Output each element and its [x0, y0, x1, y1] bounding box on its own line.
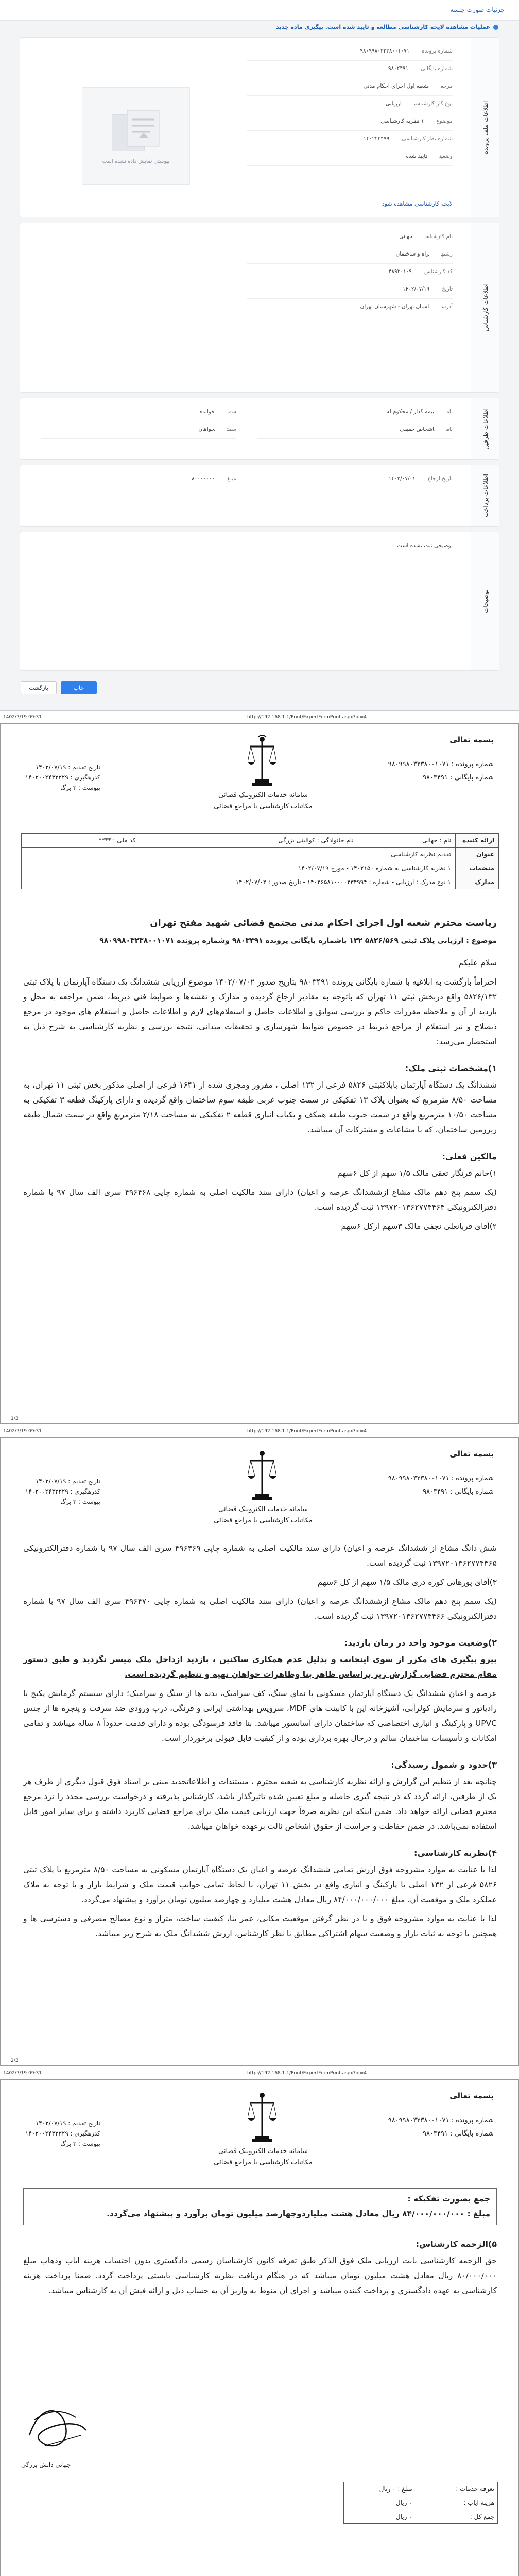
page-number: 1/3 — [11, 1416, 19, 1421]
fee-table — [343, 2482, 498, 2524]
table-row — [22, 861, 499, 875]
tracking-code: ۱۴۰۲۰۰۲۴۳۲۲۲۹ — [25, 774, 68, 781]
case-refs — [388, 1472, 494, 1499]
expert-info-card — [20, 223, 499, 393]
owner-2: ۲)آقای قربانعلی نجفی مالک ۳سهم ازکل ۶سهم — [341, 1222, 497, 1231]
page-header — [1, 2080, 519, 2183]
field-label: تاریخ ارجاع — [427, 476, 453, 482]
field-value: راه و ساختمان — [395, 251, 429, 257]
document-page-3 — [0, 2079, 519, 2576]
field-value: شعبه اول اجرای احکام مدنی — [363, 83, 429, 89]
table-row — [344, 2496, 498, 2510]
description-card — [20, 532, 499, 671]
doc-title: بسمه تعالی — [449, 735, 494, 744]
date-label: تاریخ تقدیم : — [68, 1478, 100, 1485]
top-bar — [0, 0, 519, 21]
print-url: http://192.168.1.1/Print/ExpertFormPrint.aspx?id=4 — [247, 715, 367, 720]
section-owners-title: مالکین فعلی: — [442, 1151, 497, 1161]
print-url: http://192.168.1.1/Print/ExpertFormPrint.aspx?id=4 — [247, 2071, 367, 2076]
archive-label: شماره بایگانی : — [450, 2130, 494, 2138]
section-4-text-a: لذا با عنایت به موارد مشروحه فوق ارزش تمامی ششدانگ عرصه و اعیان یک دستگاه آپارتمان مسکونی به مساحت ۸/۵۰ مترمربع با پلاک ثبتی ۵۸۲۶ فرعی از ۱۳۲ اصلی با پارکینگ و انباری واقع در بخش ۱۱ تهران، با لحاظ تمامی جوانب قیمت ملک و شرایط بازار و با توجه به ملاک عملکرد ملک و موقعیت آن، مبلغ ۸۴/۰۰۰/۰۰۰/۰۰۰ ریال معادل هشت میلیارد و چهارصد میلیون تومان برآورد و پیشنهاد می‌گردد. — [23, 1865, 497, 1904]
submission-date: ۱۴۰۲/۰۷/۱۹ — [35, 1478, 66, 1485]
case-no-label: شماره پرونده : — [451, 2116, 494, 2124]
divider — [247, 60, 453, 61]
org-line-1: سامانه خدمات الکترونیک قضائی — [218, 2147, 308, 2155]
web-detail-panel — [0, 0, 519, 711]
org-line-2: مکاتبات کارشناسی با مراجع قضائی — [214, 803, 313, 810]
attach-count: ۳ برگ — [60, 2140, 77, 2147]
tracking-label: کدرهگیری : — [70, 774, 100, 781]
field-value: ۱۴۰۲/۰۷/۱۹ — [402, 286, 430, 292]
section-4-title: ۴)نظریه کارشناسی: — [413, 1848, 497, 1858]
tracking-label: کدرهگیری : — [70, 2130, 100, 2137]
info-field — [360, 48, 453, 54]
field-label: وضعیت — [439, 153, 453, 159]
print-date: 1402/7/19 09:31 — [3, 1429, 42, 1434]
signer-name: جهانی دانش بزرگی — [21, 2461, 71, 2468]
divider — [247, 263, 453, 264]
field-label: موضوع — [436, 118, 453, 124]
field-label: شماره نظر کارشناسی — [402, 135, 453, 142]
org-name — [199, 1504, 327, 1527]
owner-3: ۳)آقای پورهاتی کوره دری مالک ۱/۵ سهم از کل ۶سهم — [317, 1578, 497, 1587]
archive-label: شماره بایگانی : — [450, 1488, 494, 1496]
expert-report-link[interactable]: لایحه کارشناسی مشاهده شود — [382, 200, 453, 207]
field-label: مبلغ — [227, 476, 236, 482]
tracking-label: کدرهگیری : — [70, 1488, 100, 1495]
section-5-title: ۵)الزحمه کارشناس: — [416, 2239, 497, 2249]
submission-meta-table — [21, 833, 499, 889]
meta-value: ۱ نوع مدرک : ارزیابی - شماره : ۱۴۰۲۶۵۸۱۰۰۰۰۲۳۴۹۹۴ - تاریخ صدور : ۱۴۰۲/۰۷/۰۲ — [22, 875, 456, 889]
tracking-code: ۱۴۰۲۰۰۲۴۳۲۲۲۹ — [25, 2130, 68, 2137]
notice-text: عملیات مشاهده لایحه کارشناسی مطالعه و تایید شده است. پیگیری ماده جدید — [275, 24, 490, 30]
submission-info — [25, 762, 100, 793]
case-no-label: شماره پرونده : — [451, 1475, 494, 1482]
meta-value: ۱ نظریه کارشناسی به شماره ۱۴۰۲۱۵۰ - مورخ ۱۴۰۲/۰۷/۱۹ — [22, 861, 456, 875]
letter-body-2 — [23, 1541, 497, 1945]
field-label: تاریخ — [442, 286, 453, 292]
table-row — [22, 834, 499, 848]
meta-key: عنوان — [456, 848, 499, 861]
print-url-bar-3 — [0, 2069, 519, 2078]
table-row — [344, 2510, 498, 2524]
doc-title: بسمه تعالی — [449, 1449, 494, 1459]
meta-value: نام : جهانی — [358, 834, 455, 848]
field-label: سمت — [227, 426, 236, 432]
attach-count: ۳ برگ — [60, 1498, 77, 1505]
final-value-title: جمع بصورت تفکیکه : — [407, 2194, 490, 2204]
fee-value: ۰ ریال — [344, 2496, 416, 2510]
attachment-placeholder — [82, 87, 190, 185]
case-card-tab — [471, 38, 499, 217]
owner-1: ۱)خانم فرنگار تعقی مالک ۱/۵ سهم از کل ۶سهم — [337, 1168, 497, 1178]
description-card-title: توضیحات — [481, 589, 489, 614]
letter-topic: موضوع : ارزیابی پلاک ثبتی ۵۸۲۶/۵۶۹ ۱۳۲ باشماره بایگانی پرونده ۹۸۰۳۴۹۱ وشماره پرونده ۹۸۰۹۹۸۰۳۲۳۸۰۰۱۰۷۱ — [99, 937, 497, 945]
final-value-box — [23, 2188, 497, 2225]
org-line-1: سامانه خدمات الکترونیک قضائی — [218, 1505, 308, 1513]
section-2-note: پیرو پیگیری های مکرر از سوی اینجانب و بدلیل عدم همکاری ساکنین ، بازدید ازداخل ملک میسر نگردید و طبق دستور مقام محترم قضایی گزارش زیر براساس ظاهر بنا وظاهرات خواهان تهیه و تنظیم گردیده است. — [23, 1655, 497, 1679]
case-refs — [388, 2114, 494, 2141]
fee-key: تعرفه خدمات : — [416, 2482, 497, 2496]
field-value: جهانی — [399, 233, 413, 240]
date-label: تاریخ تقدیم : — [68, 2120, 100, 2127]
party-card-tab — [471, 398, 499, 459]
section-1-title: ۱)مشخصات ثبتی ملک: — [405, 1063, 497, 1073]
field-label: نام کارشناس — [425, 233, 453, 240]
attach-label: پیوست : — [78, 1498, 100, 1505]
expert-card-title: اطلاعات کارشناس — [481, 283, 489, 332]
justice-scales-icon — [248, 735, 276, 787]
field-value: ۱ نظریه کارشناسی — [380, 118, 424, 124]
case-card-title: اطلاعات ملف پرونده — [481, 100, 489, 155]
owner-3-detail: (یک سمم پنج دهم مالک مشاع ازششدانگ عرصه و اعیان) دارای سند مالکیت اصلی به شماره چاپی ۴۹۶۴۷۰ سری الف سال ۹۷ با شماره دفترالکترونیکی ۱۳۹۷۲۰۱۳۶۲۷۷۴۴۶۶ ثبت گردیده است. — [23, 1597, 497, 1621]
expert-card-tab — [471, 223, 499, 392]
archive-no: ۹۸۰۳۴۹۱ — [423, 2130, 448, 2138]
divider — [257, 438, 453, 439]
print-button[interactable]: چاپ — [61, 681, 97, 694]
divider — [247, 165, 453, 166]
owner-1-detail: (یک سمم پنج دهم مالک مشاع ازششدانگ عرصه و اعیان) دارای سند مالکیت اصلی به شماره چاپی ۴۹۶۴۶۸ سری الف سال ۹۷ با شماره دفترالکترونیکی ۱۳۹۷۲۰۱۳۶۲۷۷۴۴۶۴ ثبت گردیده است. — [23, 1188, 497, 1212]
payment-card-title: اطلاعات پرداخت — [481, 474, 489, 517]
print-date: 1402/7/19 09:31 — [3, 715, 42, 720]
field-label: نوع کار کارشناسی — [414, 100, 453, 107]
info-field — [389, 476, 453, 482]
justice-scales-icon — [248, 2091, 276, 2143]
case-refs — [388, 758, 494, 785]
field-label: شماره بایگانی — [421, 65, 453, 72]
info-field — [406, 153, 453, 159]
meta-value: تقدیم نظریه کارشناسی — [22, 848, 456, 861]
attach-label: پیوست : — [78, 2140, 100, 2147]
section-5-text: حق الزحمه کارشناسی بابت ارزیابی ملک فوق الذکر طبق تعرفه کانون کارشناسان رسمی دادگستری بدون احتساب هزینه ایاب وذهاب مبلغ ۸۰/۰۰۰/۰۰۰ ریال معادل هشت میلیون تومان میباشد که در هنگام دریافت نظریه کارشناسی بایستی پرداخت گردد. ضمنا پرداخت هزینه کارشناسی به عهده دادگستری و پرداخت کننده میباشد و اجرای آن منوط به واریز آن به حساب ذیل و ارائه فیش آن به کارشناس میباشد. — [23, 2256, 497, 2295]
field-value: ۹۸۰۹۹۸۰۳۲۳۸۰۰۱۰۷۱ — [360, 48, 410, 54]
meta-key: مدارک — [456, 875, 499, 889]
table-row — [22, 848, 499, 861]
field-label: کد کارشناس — [424, 268, 453, 275]
section-1-text: ششدانگ یک دستگاه آپارتمان بابلاکثبتی ۵۸۲۶ فرعی از ۱۳۲ اصلی ، مفروز ومجزی شده از ۱۶۴۱ فرعی از اصلی مذکور بخش ثبتی ۱۱ تهران، به مساحت ۸/۵۰ مترمربع که بعنوان پلاک ۱۳ تفکیکی در سمت جنوب غربی طبقه سوم ساختمان واقع گردیده و دارای پارکینگ قطعه ۳ تفکیکی به مساحت ۱۰/۵۰ مترمربع واقع در سمت جنوب طبقه همکف و یکباب انباری قطعه ۲ تفکیکی به مساحت ۲/۱۸ مترمربع واقع در سمت شمال طبقه زیرزمین ساختمان، که با مشاعات و مشترکات آن میباشد. — [23, 1080, 497, 1134]
submission-date: ۱۴۰۲/۰۷/۱۹ — [35, 2120, 66, 2127]
field-label: نام — [446, 409, 453, 415]
print-url-bar — [0, 713, 519, 722]
field-label: مرجع — [441, 83, 453, 89]
info-field — [389, 268, 453, 275]
field-value: بیمه گذار / محکوم له — [386, 409, 435, 415]
field-label: سمت — [227, 409, 236, 415]
meta-value: نام خانوادگی : کوالیتی بزرگی — [140, 834, 358, 848]
justice-scales-icon — [248, 1449, 276, 1501]
field-value: ۴۸۹۲۰۱۰۹ — [388, 268, 412, 275]
table-row — [344, 2482, 498, 2496]
fee-key: جمع کل : — [416, 2510, 497, 2524]
field-label: رشته — [441, 251, 453, 257]
divider — [247, 130, 453, 131]
print-url: http://192.168.1.1/Print/ExpertFormPrint.aspx?id=4 — [247, 1429, 367, 1434]
description-card-tab — [471, 532, 499, 670]
field-value: استان تهران - شهرستان تهران — [360, 303, 429, 310]
case-no-label: شماره پرونده : — [451, 760, 494, 768]
date-label: تاریخ تقدیم : — [68, 764, 100, 771]
page-header — [1, 724, 519, 827]
info-field — [400, 426, 453, 432]
page-header — [1, 1438, 519, 1541]
info-field — [388, 65, 453, 72]
divider — [247, 95, 453, 96]
info-icon — [493, 25, 498, 30]
info-field — [387, 409, 453, 415]
field-label: شماره پرونده — [422, 48, 453, 54]
owner-2-detail: شش دانگ مشاع از ششدانگ عرصه و اعیان) دارای سند مالکیت اصلی به شماره چاپی ۴۹۶۳۶۹ سری الف سال ۹۷ با شماره دفترالکترونیکی ۱۳۹۷۲۰۱۳۶۲۷۷۴۴۶۵ ثبت گردیده است. — [23, 1544, 497, 1568]
info-field — [403, 286, 453, 292]
letter-body-1 — [23, 916, 497, 1238]
archive-label: شماره بایگانی : — [450, 774, 494, 782]
field-value: خواهان — [198, 426, 215, 432]
section-3-title: ۳)حدود و شمول رسیدگی: — [391, 1760, 497, 1770]
attach-count: ۳ برگ — [60, 784, 77, 791]
document-placeholder-icon — [108, 108, 164, 155]
archive-no: ۹۸۰۳۴۹۱ — [423, 774, 448, 782]
org-line-1: سامانه خدمات الکترونیک قضائی — [218, 791, 308, 799]
submission-info — [25, 1476, 100, 1507]
party-info-card — [20, 398, 499, 460]
archive-no: ۹۸۰۳۴۹۱ — [423, 1488, 448, 1496]
greeting: سلام علیکم — [458, 958, 497, 968]
field-value: ۱۴۰۲/۰۷/۰۱ — [388, 476, 416, 482]
info-field — [399, 233, 453, 240]
info-field — [200, 409, 236, 415]
section-2-text: عرصه و اعیان ششدانگ یک دستگاه آپارتمان مسکونی با نمای سنگ، کف سرامیک، بدنه ها از سنگ و سرامیک؛ دارای سیستم گرمایش پکیج با رادیاتور و سرمایش کولرآبی، آشپزخانه اپن با کابینت های MDF، سرویس بهداشتی ایرانی و فرنگی، درب ورودی ضد سرقت و پنجره ها از جنس UPVC و پارکینگ و انباری اختصاصی که ساختمان دارای آسانسور میباشد. بنا فاقد فرسودگی بوده و دارای قدمت حدوداً ۸ ساله میباشد و تمامی امکانات و تأسیسات ساختمان سالم و درحال بهره برداری بوده و از کیفیت قابل قبولی برخوردار است. — [23, 1689, 497, 1743]
final-value: مبلغ : ۸۴/۰۰۰/۰۰۰/۰۰۰ ریال معادل هشت میلیاردوچهارصد میلیون تومان برآورد و پیشنهاد می‌گردد. — [107, 2209, 490, 2218]
case-no: ۹۸۰۹۹۸۰۳۲۳۸۰۰۱۰۷۱ — [388, 1475, 449, 1482]
meta-value: کد ملی : **** — [22, 834, 140, 848]
addressee: ریاست محترم شعبه اول اجرای احکام مدنی مجتمع قضائی شهید مفتح تهران — [150, 918, 497, 928]
info-field — [396, 251, 453, 257]
field-value: ۸۰۰۰۰۰۰۰ — [192, 476, 215, 482]
info-field — [192, 476, 236, 482]
submission-date: ۱۴۰۲/۰۷/۱۹ — [35, 764, 66, 771]
divider — [41, 438, 236, 439]
info-field — [386, 100, 453, 107]
field-label: نام — [446, 426, 453, 432]
info-field — [360, 303, 453, 310]
submission-info — [25, 2118, 100, 2149]
breadcrumb[interactable]: جزئیات صورت جلسه — [450, 6, 505, 13]
section-3-text: چنانچه بعد از تنظیم این گزارش و ارائه نظریه کارشناسی به شعبه محترم ، مستندات و اطلاعاتجدید مبنی بر اسناد فوق قبول دیگری از طرف هر یک از طرفین، ارائه گردد که در نتیجه گیری حاصله و مبلغ تعیین شده تاثیرگذار باشد، کارشناس پذیرفته و درخواست بررسی مجدد را نزد مرجع محترم قضایی ارائه خواهد داد. ضمن اینکه این نظریه صرفاً جهت ارزیابی قیمت ملک برای مراجع قضایی کاربرد داشته و برای سایر امور قابل استفاده نمی‌باشد. در ضمن حفاظت و حراست از حقوق اشخاص ثالث برعهده خواهان میباشد. — [23, 1777, 497, 1831]
meta-key: منضمات — [456, 861, 499, 875]
field-value: تایید شده — [406, 153, 427, 159]
tracking-code: ۱۴۰۲۰۰۲۴۳۲۲۲۹ — [25, 1488, 68, 1495]
attach-label: پیوست : — [78, 784, 100, 791]
org-line-2: مکاتبات کارشناسی با مراجع قضائی — [214, 2159, 313, 2166]
section-2-title: ۲)وضعیت موجود واحد در زمان بازدید: — [344, 1638, 497, 1648]
document-page-1 — [0, 723, 519, 1424]
back-button[interactable]: بازگشت — [21, 681, 57, 694]
field-value: ۱۴۰۲۲۳۴۹۹ — [363, 135, 390, 142]
org-name — [199, 2146, 327, 2168]
payment-card-tab — [471, 465, 499, 526]
document-page-2 — [0, 1437, 519, 2066]
meta-key: ارائه کننده — [456, 834, 499, 848]
section-4-text-b: لذا با عنایت به موارد مشروحه فوق و با در نظر گرفتن موقعیت مکانی، عمر بنا، کیفیت ساخت، متراژ و نوع مصالح مصرفی و دسترسی ها و همچنین با توجه به ثبات بازار و وضعیت سهام اشتراکی مطابق با نظر کارشناس، ارزش ششدانگ ملک به شرح زیر میباشد. — [23, 1914, 497, 1938]
field-label: آدرس — [441, 303, 453, 310]
info-field — [364, 83, 453, 89]
org-name — [199, 790, 327, 812]
case-info-card — [20, 37, 499, 217]
status-notice — [276, 24, 498, 30]
field-value: ارزیابی — [385, 100, 402, 107]
signature-image — [19, 2399, 96, 2456]
letter-body-3 — [23, 2188, 497, 2302]
print-url-bar-2 — [0, 1427, 519, 1436]
description-text: توضیحی ثبت نشده است — [397, 543, 453, 549]
info-field — [380, 118, 453, 124]
intro-paragraph: احتراماً بازگشت به ابلاغیه با شماره بایگانی پرونده ۹۸۰۳۴۹۱ بتاریخ صدور ۱۴۰۲/۰۷/۰۲ موضوع ارزیابی ششدانگ یک دستگاه آپارتمان با پلاک ثبتی ۵۸۲۶/۱۳۲ واقع دربخش ثبتی ۱۱ تهران که باتوجه به مقادیر ارجاع گردیده و مدارک و نقشه‌ها و ضوابط فنی ذیربط، ضمن مراجعه به محل و بازدید از آن و ملاحظه مقررات حاکم و بررسی سوابق و اطلاعات حاصل و استعلام‌های لازم و اطلاعات حاصل و استعلام های موجود در مرجع ذیصلاح و نیز استعلام از مراجع ذیربط در خصوص ضوابط شهرسازی و تحقیقات میدانی، نتیجه بررسی و نظریه کارشناسی به شرح ذیل به استحضار می‌رسد: — [23, 977, 497, 1046]
field-value: ۹۸۰۲۴۹۱ — [388, 65, 409, 72]
case-no: ۹۸۰۹۹۸۰۳۲۳۸۰۰۱۰۷۱ — [388, 2116, 449, 2124]
info-field — [198, 426, 236, 432]
case-no: ۹۸۰۹۹۸۰۳۲۳۸۰۰۱۰۷۱ — [388, 760, 449, 768]
fee-value: مبلغ : ۰ ریال — [344, 2482, 416, 2496]
org-line-2: مکاتبات کارشناسی با مراجع قضائی — [214, 1517, 313, 1524]
fee-value: ۰ ریال — [344, 2510, 416, 2524]
payment-info-card — [20, 465, 499, 527]
doc-title: بسمه تعالی — [449, 2091, 494, 2100]
page-number: 2/3 — [11, 2058, 19, 2063]
field-value: اشخاص حقیقی — [400, 426, 435, 432]
field-value: خوانده — [199, 409, 215, 415]
party-card-title: اطلاعات طرفین — [481, 408, 489, 450]
print-date: 1402/7/19 09:31 — [3, 2071, 42, 2076]
placeholder-caption: پیوستی نمایش داده نشده است — [102, 158, 170, 164]
table-row — [22, 875, 499, 889]
divider — [247, 298, 453, 299]
info-field — [364, 135, 453, 142]
fee-key: هزینه ایاب : — [416, 2496, 497, 2510]
